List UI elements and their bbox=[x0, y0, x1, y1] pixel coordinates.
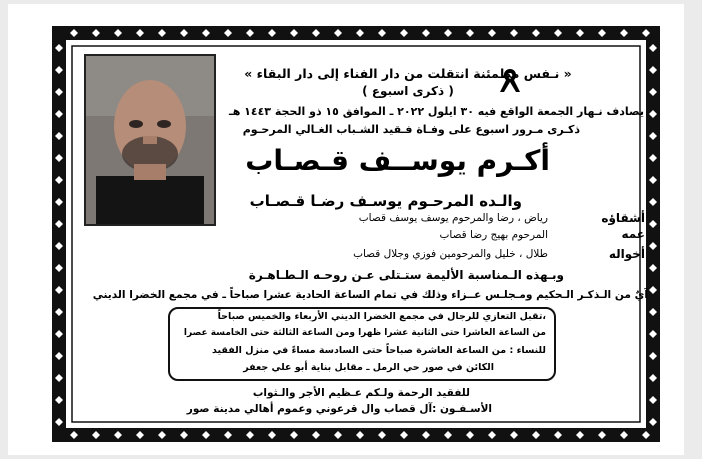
verse-line: « نـفس مطمئنة انتقلت من دار الفناء إلى دار البقاء » bbox=[244, 66, 572, 81]
deceased-name: أكـرم يوســف قـصـاب bbox=[245, 144, 550, 177]
relative-label-maternal-uncles: أخواله bbox=[608, 247, 645, 261]
obituary-sheet bbox=[8, 4, 684, 455]
relative-names-uncle: المرحوم بهيج رضا قصاب bbox=[439, 229, 548, 241]
notice-line: للنساء : من الساعة العاشرة صباحاً حتى السادسة مساءً في منزل الفقيد bbox=[212, 345, 546, 356]
closing-line: للفقيد الرحمة ولـكم عـظيم الأجر والـثواب bbox=[252, 387, 470, 399]
notice-line: من الساعة العاشرا حتى الثانية عشرا ظهرا ومن الساعة الثالثة حتى الخامسة عصرا bbox=[183, 328, 546, 338]
occasion-line: ( ذكرى اسبوع ) bbox=[362, 84, 454, 98]
relative-names-brothers: رياض ، رضا والمرحوم يوسف يوسف قصاب bbox=[358, 212, 548, 224]
relative-names-maternal-uncles: طلال ، خليل والمرحومين فوزي وجلال قصاب bbox=[353, 248, 548, 260]
relative-label-brothers: أشقاؤه bbox=[601, 211, 645, 225]
memorial-line: ذكـرى مـرور اسبوع على وفـاة فـقيد الشـباب الغـالي المرحـوم bbox=[242, 123, 580, 136]
prayer-line: وبـهذه الـمناسبة الأليمة ستـتلى عـن روحـه الـطـاهـرة bbox=[248, 268, 564, 282]
relative-label-uncle: عمه bbox=[621, 227, 645, 241]
notice-line: تقبل التعازي للرجال في مجمع الخضرا الديني الأربعاء والخميس صباحاً، bbox=[217, 311, 546, 322]
father-line: والـده المرحـوم يوسـف رضـا قـصـاب bbox=[249, 192, 522, 210]
family-line: الأسـفـون :آل قصاب وال قرعوني وعموم أهالي مدينة صور bbox=[186, 403, 492, 415]
notice-line: الكائن في صور حي الرمل ـ مقابل بناية أبو علي جعفر bbox=[243, 362, 494, 373]
date-line: يصادف نـهار الجمعة الواقع فيه ٣٠ ايلول ٢٠٢٢ ـ الموافق ١٥ ذو الحجة ١٤٤٣ هـ bbox=[228, 105, 644, 118]
deceased-photo bbox=[84, 54, 216, 226]
condolence-notice-box bbox=[168, 307, 556, 381]
ceremony-line: آيٌ من الـذكـر الـحكيم ومـجلـس عــزاء وذلك في تمام الساعة الحادية عشرا صباحاً ـ في مجمع الخضرا الديني bbox=[92, 289, 648, 301]
